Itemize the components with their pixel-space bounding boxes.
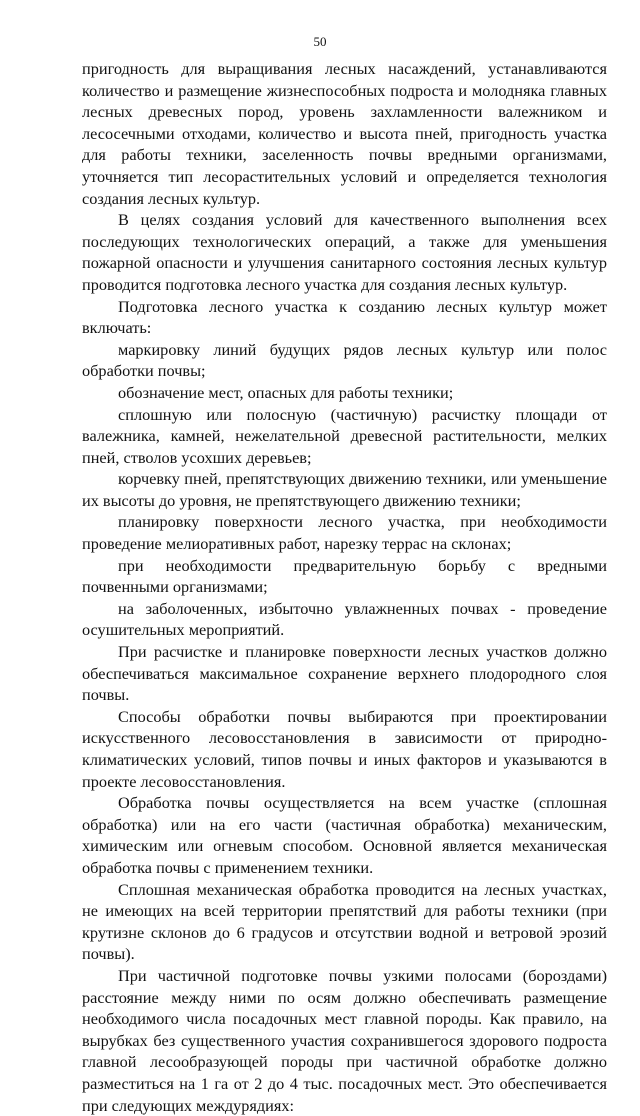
paragraph-8: При частичной подготовке почвы узкими полосами (бороздами) расстояние между ними по осям должно обеспечивать размещение необходимого числа посадочных мест главной породы. Как правило, на вырубках без существенного участия сохранившегося здорового подроста главной лесообразующей породы при частичной обработке должно разместиться на 1 га от 2 до 4 тыс. посадочных мест. Это обеспечивается при следующих междурядиях: bbox=[82, 965, 607, 1115]
list-item-clearing: сплошную или полосную (частичную) расчистку площади от валежника, камней, нежелательной древесной растительности, мелких пней, стволов усохших деревьев; bbox=[82, 404, 607, 467]
list-item-leveling: планировку поверхности лесного участка, при необходимости проведение мелиоративных работ, нарезку террас на склонах; bbox=[82, 512, 607, 554]
paragraph-2: В целях создания условий для качественного выполнения всех последующих технологических операций, а также для уменьшения пожарной опасности и улучшения санитарного состояния лесных культур проводится подготовка лесного участка для создания лесных культур. bbox=[82, 210, 607, 294]
paragraph-4: При расчистке и планировке поверхности лесных участков должно обеспечиваться максимальное сохранение верхнего плодородного слоя почвы. bbox=[82, 642, 607, 705]
list-item-pest-control: при необходимости предварительную борьбу с вредными почвенными организмами; bbox=[82, 555, 607, 597]
paragraph-6: Обработка почвы осуществляется на всем участке (сплошная обработка) или на его части (частичная обработка) механическим, химическим или огневым способом. Основной является механическая обработка почвы с применением техники. bbox=[82, 793, 607, 877]
list-item-drainage: на заболоченных, избыточно увлажненных почвах - проведение осушительных мероприятий. bbox=[82, 598, 607, 640]
body-text bbox=[82, 58, 607, 1116]
list-item-marking: маркировку линий будущих рядов лесных культур или полос обработки почвы; bbox=[82, 339, 607, 381]
list-item-hazard-marking: обозначение мест, опасных для работы техники; bbox=[118, 382, 454, 402]
list-item-stump-removal: корчевку пней, препятствующих движению техники, или уменьшение их высоты до уровня, не препятствующего движению техники; bbox=[82, 469, 607, 510]
paragraph-7: Сплошная механическая обработка проводится на лесных участках, не имеющих на всей территории препятствий для работы техники (при крутизне склонов до 6 градусов и отсутствии водной и ветровой эрозий почвы). bbox=[82, 879, 607, 964]
paragraph-5: Способы обработки почвы выбираются при проектировании искусственного лесовосстановления в зависимости от природно-климатических условий, типов почвы и иных факторов и указываются в проекте лесовосстановления. bbox=[82, 706, 607, 791]
page-number: 50 bbox=[313, 34, 327, 49]
paragraph-1: пригодность для выращивания лесных насаждений, устанавливаются количество и размещение жизнеспособных подроста и молодняка главных лесных древесных пород, уровень захламленности валежником и лесосечными отходами, количество и высота пней, пригодность участка для работы техники, заселенность почвы вредными организмами, уточняется тип лесорастительных условий и определяется технология создания лесных культур. bbox=[82, 59, 607, 208]
paragraph-3: Подготовка лесного участка к созданию лесных культур может включать: bbox=[82, 296, 607, 338]
